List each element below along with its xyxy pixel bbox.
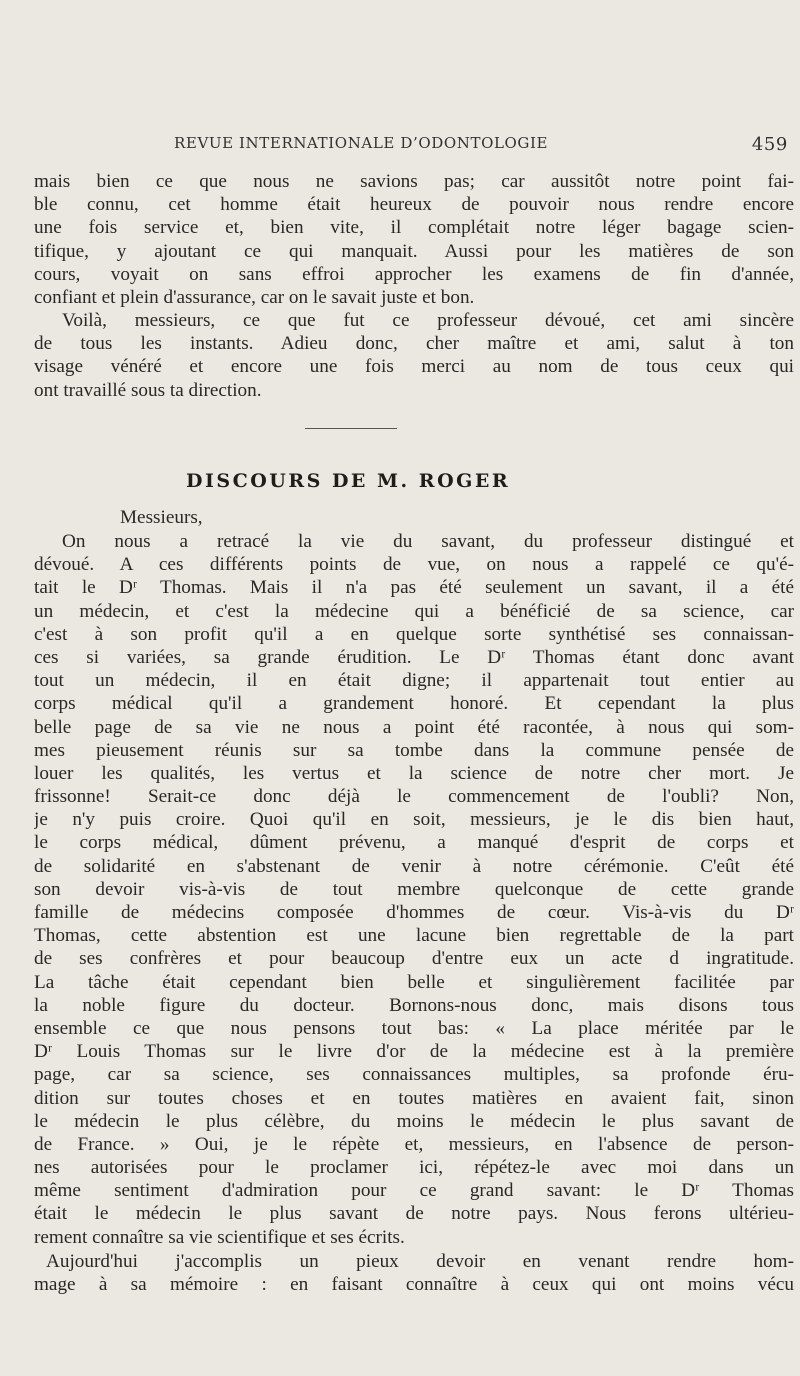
text-line: tait le Dʳ Thomas. Mais il n'a pas été seulement un savant, il a été xyxy=(34,577,794,599)
text-line: Thomas, cette abstention est une lacune bien regrettable de la part xyxy=(34,925,794,947)
page-number: 459 xyxy=(751,134,788,155)
paragraph-1 xyxy=(34,170,794,309)
running-title: REVUE INTERNATIONALE D’ODONTOLOGIE xyxy=(174,134,549,152)
section-divider xyxy=(305,428,397,429)
text-line: un médecin, et c'est la médecine qui a bénéficié de sa science, car xyxy=(34,600,794,622)
section-title: DISCOURS DE M. ROGER xyxy=(186,470,511,492)
text-line: son devoir vis-à-vis de tout membre quelconque de cette grande xyxy=(34,878,794,900)
text-line: même sentiment d'admiration pour ce grand savant: le Dʳ Thomas xyxy=(34,1180,794,1202)
text-line: louer les qualités, les vertus et la science de notre cher mort. Je xyxy=(34,762,794,784)
text-line: nes autorisées pour le proclamer ici, répétez-le avec moi dans un xyxy=(34,1157,794,1179)
text-line: famille de médecins composée d'hommes de cœur. Vis-à-vis du Dʳ xyxy=(34,902,794,923)
text-line: de tous les instants. Adieu donc, cher maître et ami, salut à ton xyxy=(34,333,794,355)
text-line: le médecin le plus célèbre, du moins le médecin le plus savant de xyxy=(34,1110,794,1132)
text-line: ces si variées, sa grande érudition. Le Dʳ Thomas étant donc avant xyxy=(34,646,794,668)
text-line: de France. » Oui, je le répète et, messieurs, en l'absence de person- xyxy=(34,1133,794,1155)
paragraph-3 xyxy=(34,530,794,1249)
text-line: rement connaître sa vie scientifique et ses écrits. xyxy=(34,1226,405,1248)
text-line: ble connu, cet homme était heureux de pouvoir nous rendre encore xyxy=(34,194,794,216)
page-header xyxy=(34,134,800,160)
text-line: une fois service et, bien vite, il complétait notre léger bagage scien- xyxy=(34,217,794,239)
text-line: tifique, y ajoutant ce qui manquait. Aussi pour les matières de son xyxy=(34,240,794,262)
text-line: cours, voyait on sans effroi approcher les examens de fin d'année, xyxy=(34,263,794,285)
text-line: tout un médecin, il en était digne; il appartenait tout entier au xyxy=(34,670,794,692)
text-line: frissonne! Serait-ce donc déjà le commencement de l'oubli? Non, xyxy=(34,786,794,808)
text-line: Voilà, messieurs, ce que fut ce professeur dévoué, cet ami sincère xyxy=(62,310,794,331)
text-line: je n'y puis croire. Quoi qu'il en soit, messieurs, je le dis bien haut, xyxy=(34,809,794,831)
salutation: Messieurs, xyxy=(120,507,203,528)
text-line: de ses confrères et pour beaucoup d'entre eux un acte d ingratitude. xyxy=(34,948,794,970)
text-line: la noble figure du docteur. Bornons-nous donc, mais disons tous xyxy=(34,994,794,1016)
text-line: ensemble ce que nous pensons tout bas: « La place méritée par le xyxy=(34,1017,794,1039)
text-line: c'est à son profit qu'il a en quelque sorte synthétisé ses connaissan- xyxy=(34,623,794,645)
text-line: belle page de sa vie ne nous a point été racontée, à nous qui som- xyxy=(34,716,794,738)
text-line: Dʳ Louis Thomas sur le livre d'or de la médecine est à la première xyxy=(34,1041,794,1063)
text-line: mais bien ce que nous ne savions pas; car aussitôt notre point fai- xyxy=(34,171,794,192)
text-line: ont travaillé sous ta direction. xyxy=(34,379,262,401)
text-line: page, car sa science, ses connaissances multiples, sa profonde éru- xyxy=(34,1064,794,1086)
text-line: corps médical qu'il a grandement honoré. Et cependant la plus xyxy=(34,693,794,715)
text-line: dition sur toutes choses et en toutes matières en avaient fait, sinon xyxy=(34,1087,794,1109)
text-line: mage à sa mémoire : en faisant connaître à ceux qui ont moins vécu xyxy=(34,1274,794,1296)
paragraph-2 xyxy=(34,309,794,402)
text-line: dévoué. A ces différents points de vue, on nous a rappelé ce qu'é- xyxy=(34,554,794,576)
text-line: visage vénéré et encore une fois merci au nom de tous ceux qui xyxy=(34,356,794,378)
text-line: de solidarité en s'abstenant de venir à notre cérémonie. C'eût été xyxy=(34,855,794,877)
paragraph-4 xyxy=(34,1250,794,1296)
text-line: mes pieusement réunis sur sa tombe dans la commune pensée de xyxy=(34,739,794,761)
text-line: On nous a retracé la vie du savant, du professeur distingué et xyxy=(62,531,794,552)
text-line: confiant et plein d'assurance, car on le savait juste et bon. xyxy=(34,286,475,308)
text-line: La tâche était cependant bien belle et singulièrement facilitée par xyxy=(34,971,794,993)
text-line: était le médecin le plus savant de notre pays. Nous ferons ultérieu- xyxy=(34,1203,794,1225)
text-line: Aujourd'hui j'accomplis un pieux devoir en venant rendre hom- xyxy=(46,1251,794,1272)
text-line: le corps médical, dûment prévenu, a manqué d'esprit de corps et xyxy=(34,832,794,854)
